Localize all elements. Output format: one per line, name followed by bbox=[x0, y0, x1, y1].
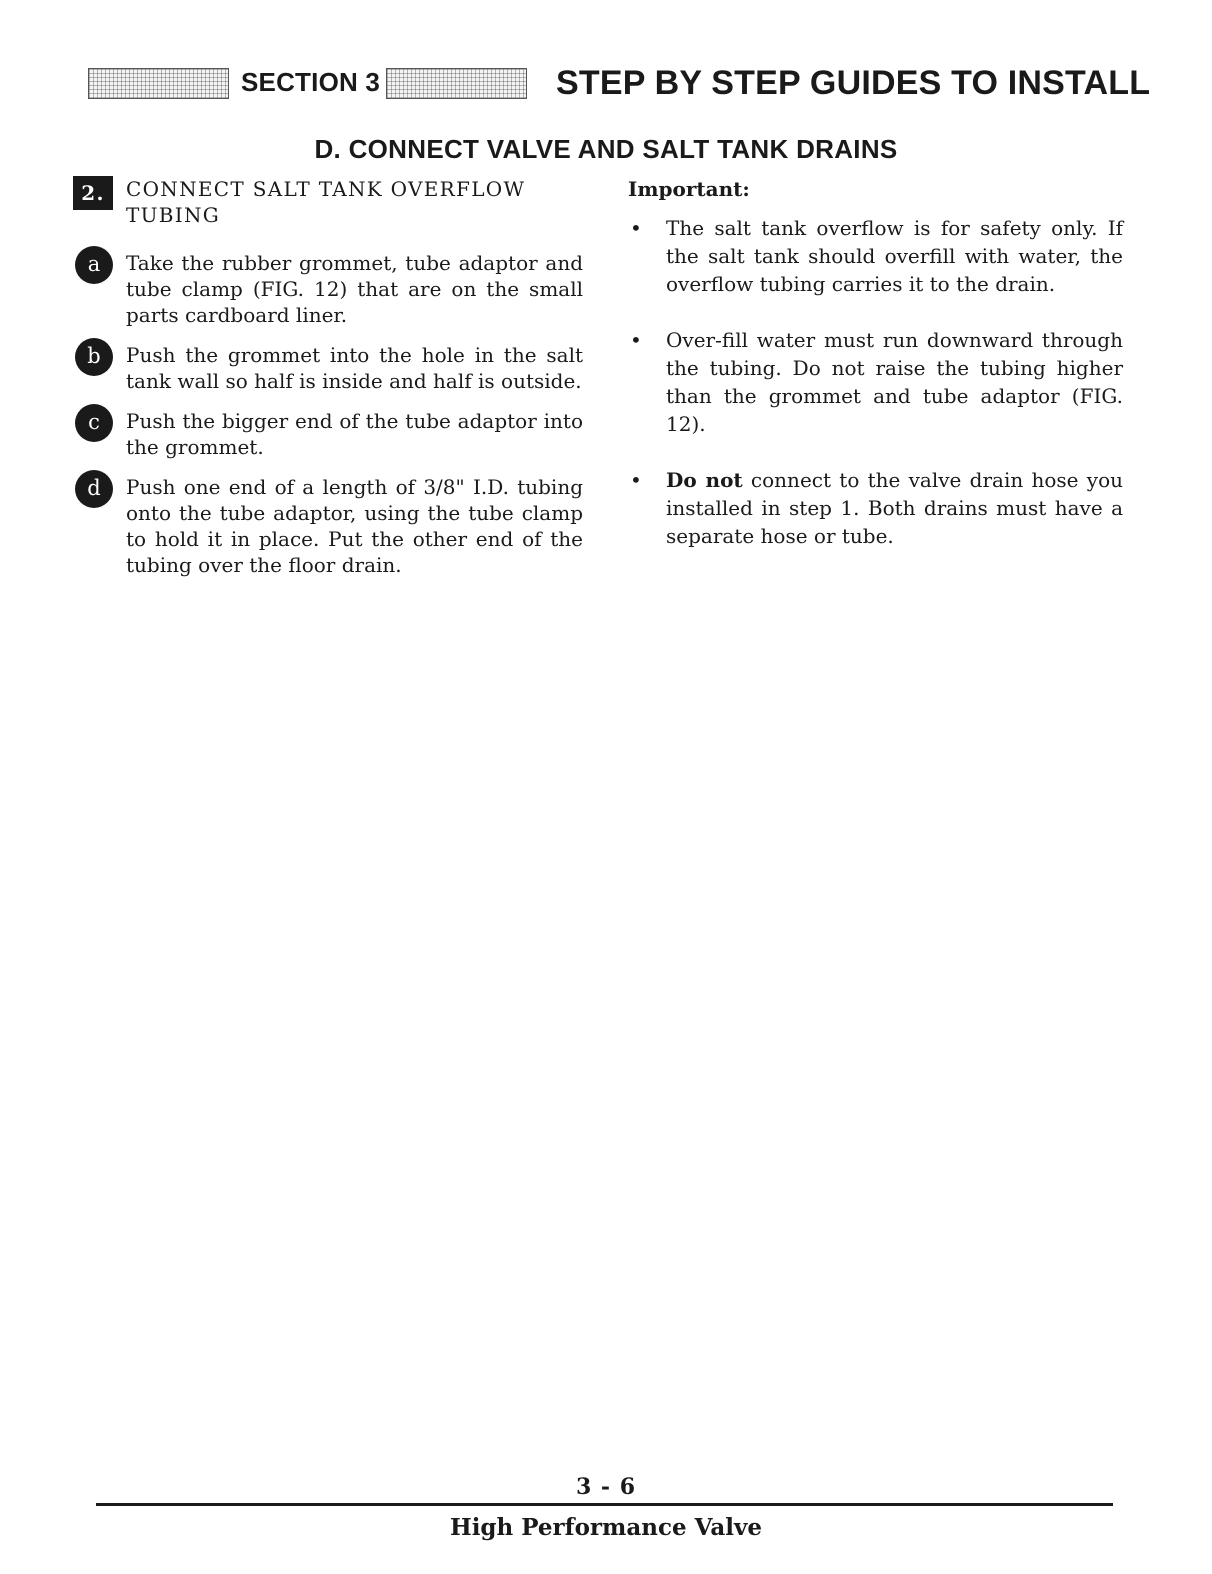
page-header bbox=[88, 64, 1151, 104]
letter-a-badge: a bbox=[75, 246, 113, 284]
important-column bbox=[628, 176, 1123, 578]
letter-d-badge: d bbox=[75, 470, 113, 508]
footer-divider bbox=[96, 1503, 1113, 1506]
subsection-title: D. CONNECT VALVE AND SALT TANK DRAINS bbox=[314, 134, 898, 164]
substep-text: Push the bigger end of the tube adaptor into the grommet. bbox=[126, 409, 583, 459]
letter-b-badge: b bbox=[75, 338, 113, 376]
step-heading bbox=[73, 176, 583, 228]
step-column bbox=[73, 176, 583, 578]
bullet-icon: • bbox=[630, 328, 642, 352]
step-heading-text: CONNECT SALT TANK OVERFLOW TUBING bbox=[126, 177, 526, 227]
bullet-icon: • bbox=[630, 468, 642, 492]
important-bullet bbox=[628, 214, 1123, 298]
header-pattern-right bbox=[386, 68, 527, 99]
substep-c bbox=[73, 408, 583, 460]
footer-title: High Performance Valve bbox=[449, 1514, 763, 1541]
bullet-text: connect to the valve drain hose you installed in step 1. Both drains must have a separate hose or tube. bbox=[666, 468, 1123, 548]
header-pattern-left bbox=[88, 68, 229, 99]
substep-b bbox=[73, 342, 583, 394]
substep-text: Take the rubber grommet, tube adaptor and tube clamp (FIG. 12) that are on the small parts cardboard liner. bbox=[126, 251, 583, 327]
substep-text: Push the grommet into the hole in the salt tank wall so half is inside and half is outside. bbox=[126, 343, 583, 393]
substep-a bbox=[73, 250, 583, 328]
bullet-text: Over-fill water must run downward through the tubing. Do not raise the tubing higher than the grommet and tube adaptor (FIG. 12). bbox=[666, 328, 1123, 436]
letter-c-badge: c bbox=[75, 404, 113, 442]
important-bullet bbox=[628, 466, 1123, 550]
step-number-box: 2. bbox=[73, 176, 113, 210]
section-label: SECTION 3 bbox=[241, 67, 381, 97]
important-label: Important: bbox=[628, 177, 750, 201]
bullet-icon: • bbox=[630, 216, 642, 240]
section-title: STEP BY STEP GUIDES TO INSTALL bbox=[556, 64, 1151, 102]
bullet-emphasis: Do not bbox=[666, 468, 743, 492]
page-number: 3 - 6 bbox=[575, 1474, 637, 1500]
substep-d bbox=[73, 474, 583, 578]
substep-text: Push one end of a length of 3/8" I.D. tubing onto the tube adaptor, using the tube clamp to hold it in place. Put the other end of the tubing over the floor drain. bbox=[126, 475, 583, 577]
important-bullet bbox=[628, 326, 1123, 438]
bullet-text: The salt tank overflow is for safety only. If the salt tank should overfill with water, the overflow tubing carries it to the drain. bbox=[666, 216, 1123, 296]
